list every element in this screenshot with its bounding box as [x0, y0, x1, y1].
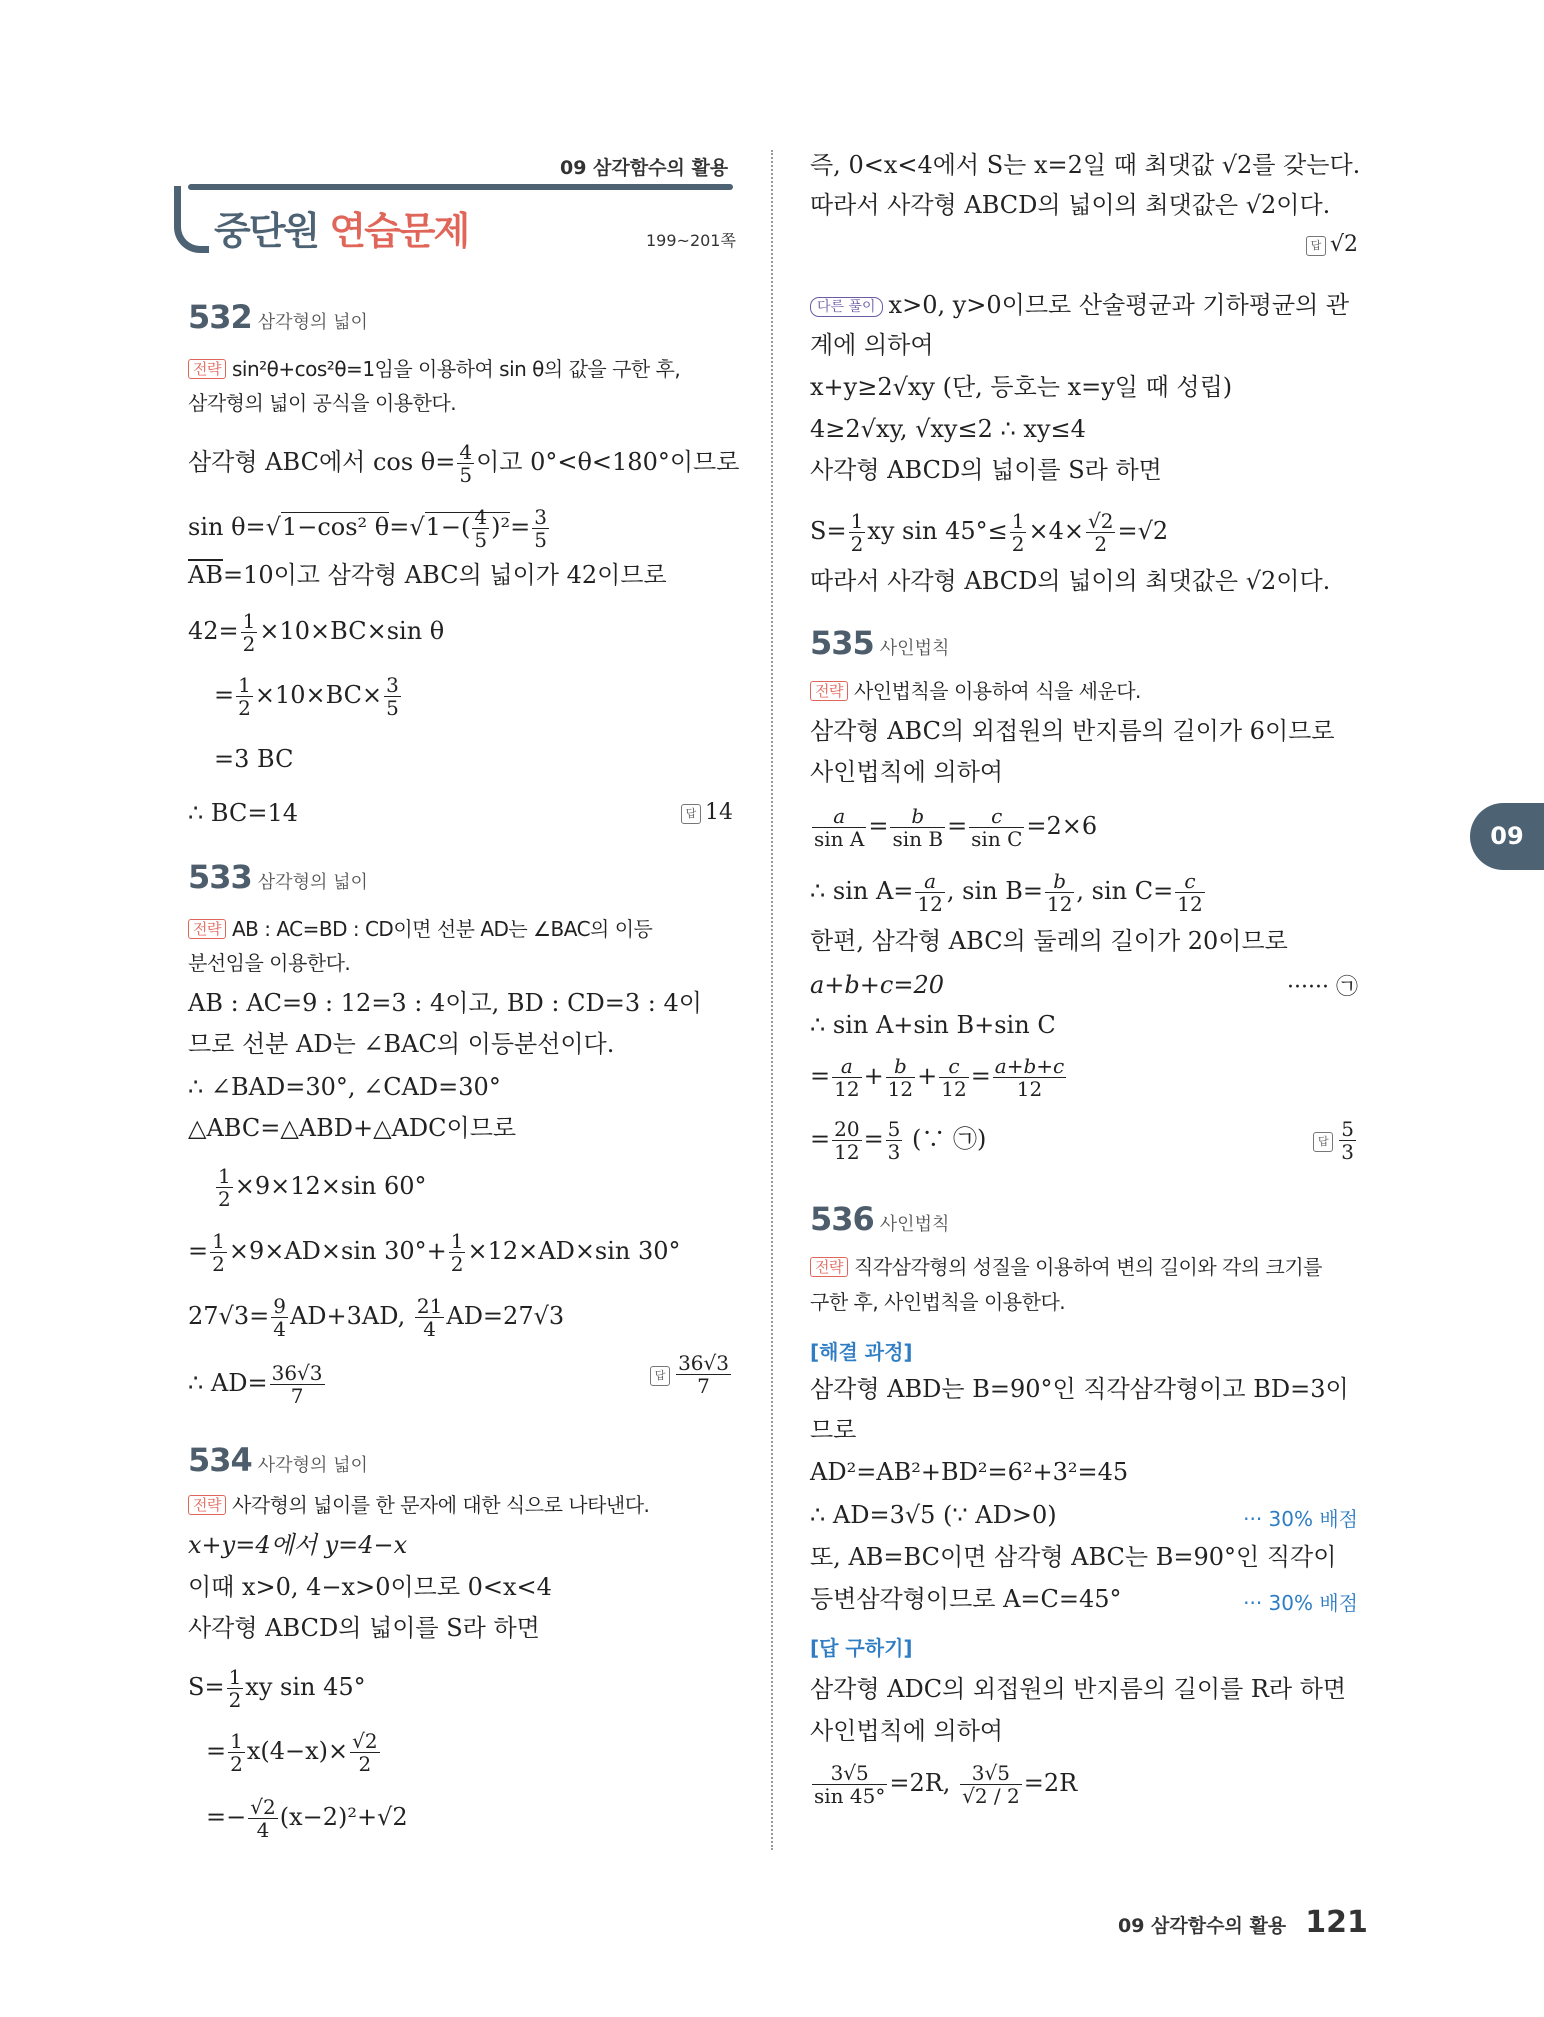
text: (∵ ㉠): [912, 1125, 987, 1153]
solution-line: x+y≥2√xy (단, 등호는 x=y일 때 성립): [810, 373, 1233, 401]
score-marker: ··· 30% 배점: [1243, 1507, 1358, 1531]
text: S=: [810, 517, 847, 545]
strategy-tag: 전략: [810, 1257, 848, 1277]
strategy-hint: [188, 354, 680, 384]
alt-tag: 다른 풀이: [810, 297, 883, 317]
header-rule: [188, 184, 733, 190]
section-title: [214, 200, 468, 255]
solution-line: 한편, 삼각형 ABC의 둘레의 길이가 20이므로: [810, 927, 1288, 955]
solution-line: AB : AC=9 : 12=3 : 4이고, BD : CD=3 : 4이: [188, 989, 702, 1017]
solution-line: =3 BC: [214, 745, 294, 773]
step-heading: [답 구하기]: [810, 1636, 913, 1660]
solution-line: ∴ BC=14: [188, 799, 298, 827]
text: AD+3AD,: [289, 1302, 406, 1330]
solution-line: S= $\frac{1}{2}$ xy sin 45°: [188, 1665, 366, 1712]
text: S=: [188, 1673, 225, 1701]
problem-title: 삼각형의 넓이: [257, 312, 368, 333]
solution-line: 삼각형 ABC의 외접원의 반지름의 길이가 6이므로: [810, 717, 1335, 745]
answer-533: 답 $\frac{36√3}{7}$: [650, 1352, 733, 1397]
solution-line: 42= $\frac{1}{2}$ ×10×BC×sin θ: [188, 609, 445, 656]
solution-line: ∴ ∠BAD=30°, ∠CAD=30°: [188, 1073, 501, 1101]
footer: [1118, 1905, 1368, 1940]
fraction: $\frac{4}{5}$: [459, 440, 473, 487]
text: ×9×12×sin 60°: [234, 1172, 427, 1200]
text: =√2: [1117, 517, 1169, 545]
strategy-hint: [810, 1252, 1322, 1282]
strategy-tag: 전략: [188, 359, 226, 379]
problem-number: 532: [188, 298, 252, 336]
solution-line: 즉, 0<x<4에서 S는 x=2일 때 최댓값 √2를 갖는다.: [810, 151, 1361, 179]
text: 삼각형 ABC에서 cos θ=: [188, 448, 456, 476]
text: =2R,: [889, 1769, 951, 1797]
text: ×10×BC×: [254, 681, 383, 709]
solution-line: $\frac{1}{2}$ ×9×12×sin 60°: [218, 1164, 427, 1211]
strategy-hint: [810, 676, 1141, 706]
strategy-tag: 전략: [188, 919, 226, 939]
text: =−: [206, 1803, 247, 1831]
strategy-hint: [188, 914, 652, 944]
score-marker: ··· 30% 배점: [1243, 1591, 1358, 1615]
equation-marker: ······ ㉠: [1287, 975, 1358, 1000]
header-bracket: [174, 186, 209, 253]
solution-line: ∴ sin A= $\frac{a}{12}$ , sin B= $\frac{b}{12}$ , sin C= $\frac{c}{12}$: [810, 869, 1203, 916]
solution-line: AD²=AB²+BD²=6²+3²=45: [810, 1458, 1129, 1486]
answer-icon: 답: [681, 804, 701, 824]
solution-line: x+y=4에서 y=4−x: [188, 1531, 408, 1559]
hint-text: 사인법칙을 이용하여 식을 세운다.: [853, 679, 1141, 703]
text: ×4×: [1028, 517, 1084, 545]
text: , sin C=: [1076, 877, 1174, 905]
text: =: [206, 1737, 227, 1765]
hint-text: 직각삼각형의 성질을 이용하여 변의 길이와 각의 크기를: [853, 1255, 1322, 1279]
page-number: 121: [1305, 1905, 1368, 1940]
problem-number: 535: [810, 624, 874, 662]
text: xy sin 45°: [245, 1673, 366, 1701]
strategy-hint-cont: 구한 후, 사인법칙을 이용한다.: [810, 1290, 1066, 1314]
column-divider: [771, 150, 773, 1850]
chapter-label: 09 삼각함수의 활용: [560, 157, 729, 179]
solution-line: 사인법칙에 의하여: [810, 1717, 1004, 1745]
solution-line: =− $\frac{√2}{4}$ (x−2)²+√2: [206, 1795, 408, 1842]
problem-534-header: [188, 1441, 368, 1481]
solution-line: [188, 506, 551, 551]
step-heading: [해결 과정]: [810, 1340, 913, 1364]
text: xy sin 45°≤: [867, 517, 1008, 545]
strategy-hint-cont: 분선임을 이용한다.: [188, 951, 351, 975]
solution-line: [188, 441, 739, 486]
text: x>0, y>0이므로 산술평균과 기하평균의 관: [888, 291, 1350, 319]
text: =2R: [1023, 1769, 1078, 1797]
page-range: 199~201쪽: [646, 231, 736, 250]
solution-line: $\frac{3√5}{\sin 45^\circ}$ =2R, $\frac{3√5}{√2 / 2}$ =2R: [814, 1761, 1078, 1808]
problem-title: 삼각형의 넓이: [257, 872, 368, 893]
problem-title: 사인법칙: [879, 638, 950, 659]
solution-line: 사인법칙에 의하여: [810, 758, 1004, 786]
text: 이고 0°<θ<180°이므로: [476, 448, 740, 476]
solution-line: 27√3= $\frac{9}{4}$ AD+3AD, $\frac{21}{4}$ AD=27√3: [188, 1294, 565, 1341]
text: AD=27√3: [446, 1302, 565, 1330]
answer-icon: 답: [1313, 1132, 1333, 1152]
problem-number: 533: [188, 858, 252, 896]
problem-number: 534: [188, 1441, 252, 1479]
text: 42=: [188, 617, 239, 645]
solution-line: ∴ sin A+sin B+sin C: [810, 1011, 1056, 1039]
problem-title: 사각형의 넓이: [257, 1455, 368, 1476]
footer-chapter: 09 삼각함수의 활용: [1118, 1915, 1287, 1937]
hint-text: 사각형의 넓이를 한 문자에 대한 식으로 나타낸다.: [231, 1493, 650, 1517]
solution-line: ∴ AD=3√5 (∵ AD>0): [810, 1501, 1057, 1529]
strategy-tag: 전략: [188, 1495, 226, 1515]
text: ×10×BC×sin θ: [259, 617, 445, 645]
answer-icon: 답: [650, 1366, 670, 1386]
text: x(4−x)×: [246, 1737, 349, 1765]
text: ×9×AD×sin 30°+: [228, 1237, 447, 1265]
solution-line: $\frac{a}{\text{sin A}}$ = $\frac{b}{\text{sin B}}$ = $\frac{c}{\text{sin C}}$ =2×6: [814, 804, 1098, 851]
problem-title: 사인법칙: [879, 1214, 950, 1235]
text: =2×6: [1026, 812, 1098, 840]
solution-line: 사각형 ABCD의 넓이를 S라 하면: [810, 456, 1162, 484]
answer-icon: 답: [1306, 236, 1326, 256]
solution-line: a+b+c=20: [810, 971, 944, 999]
solution-line: = $\frac{1}{2}$ ×10×BC× $\frac{3}{5}$: [214, 673, 399, 720]
text: =10이고 삼각형 ABC의 넓이가 42이므로: [222, 561, 667, 589]
solution-line: = $\frac{a}{12}$ + $\frac{b}{12}$ + $\frac{c}{12}$ = $\frac{a+b+c}{12}$: [810, 1054, 1065, 1101]
solution-line: 4≥2√xy, √xy≤2 ∴ xy≤4: [810, 415, 1086, 443]
solution-line: 따라서 사각형 ABCD의 넓이의 최댓값은 √2이다.: [810, 567, 1331, 595]
hint-text: AB : AC=BD : CD이면 선분 AD는 ∠BAC의 이등: [231, 917, 653, 941]
alt-solution: [810, 290, 1349, 320]
strategy-hint: [188, 1490, 649, 1520]
solution-line: 므로 선분 AD는 ∠BAC의 이등분선이다.: [188, 1030, 615, 1058]
problem-535-header: [810, 624, 950, 664]
text: ∴ sin A=: [810, 877, 914, 905]
solution-line: △ABC=△ABD+△ADC이므로: [188, 1114, 517, 1142]
solution-line: 이때 x>0, 4−x>0이므로 0<x<4: [188, 1573, 552, 1601]
solution-line: 삼각형 ADC의 외접원의 반지름의 길이를 R라 하면: [810, 1675, 1347, 1703]
solution-line: $\overline{AB}=10$이고 삼각형 ABC의 넓이가 42이므로: [188, 561, 667, 589]
problem-number: 536: [810, 1200, 874, 1238]
solution-line: 계에 의하여: [810, 331, 934, 359]
answer-value: √2: [1329, 232, 1358, 257]
problem-533-header: [188, 858, 368, 898]
solution-line: 삼각형 ABD는 B=90°인 직각삼각형이고 BD=3이: [810, 1375, 1349, 1403]
sin-equation: sin θ=√1−cos² θ=√1−( $\frac{4}{5}$ )²=: [188, 505, 531, 552]
problem-532-header: [188, 298, 368, 338]
solution-line: 므로: [810, 1416, 857, 1444]
solution-line: 따라서 사각형 ABCD의 넓이의 최댓값은 √2이다.: [810, 191, 1331, 219]
solution-line: = $\frac{1}{2}$ ×9×AD×sin 30°+ $\frac{1}{2}$ ×12×AD×sin 30°: [188, 1229, 681, 1276]
problem-536-header: [810, 1200, 950, 1240]
answer-535: 답 $\frac{5}{3}$: [1313, 1118, 1358, 1163]
strategy-hint-cont: 삼각형의 넓이 공식을 이용한다.: [188, 391, 457, 415]
chapter-tab: 09: [1470, 803, 1544, 870]
text: (x−2)²+√2: [279, 1803, 408, 1831]
text: ×12×AD×sin 30°: [467, 1237, 681, 1265]
solution-line: = $\frac{20}{12}$ = $\frac{5}{3}$ (∵ ㉠): [810, 1117, 987, 1164]
solution-line: 사각형 ABCD의 넓이를 S라 하면: [188, 1614, 540, 1642]
text: , sin B=: [946, 877, 1043, 905]
solution-line: = $\frac{1}{2}$ x(4−x)× $\frac{√2}{2}$: [206, 1729, 378, 1776]
hint-text: sin²θ+cos²θ=1임을 이용하여 sin θ의 값을 구한 후,: [231, 357, 681, 381]
answer-value: 14: [705, 800, 733, 825]
solution-line: S= $\frac{1}{2}$ xy sin 45°≤ $\frac{1}{2}$ ×4× $\frac{√2}{2}$ =√2: [810, 509, 1169, 556]
answer-532: [681, 800, 733, 825]
section-title-b: 연습문제: [329, 209, 469, 253]
text: 27√3=: [188, 1302, 270, 1330]
solution-line: 등변삼각형이므로 A=C=45°: [810, 1585, 1122, 1613]
solution-line: ∴ AD= $\frac{36√3}{7}$: [188, 1361, 323, 1408]
answer-534: [1306, 232, 1358, 257]
text: ∴ AD=: [188, 1369, 268, 1397]
fraction: $\frac{3}{5}$: [534, 505, 547, 552]
strategy-tag: 전략: [810, 681, 848, 701]
solution-line: 또, AB=BC이면 삼각형 ABC는 B=90°인 직각이: [810, 1543, 1337, 1571]
section-title-a: 중단원: [214, 209, 319, 253]
